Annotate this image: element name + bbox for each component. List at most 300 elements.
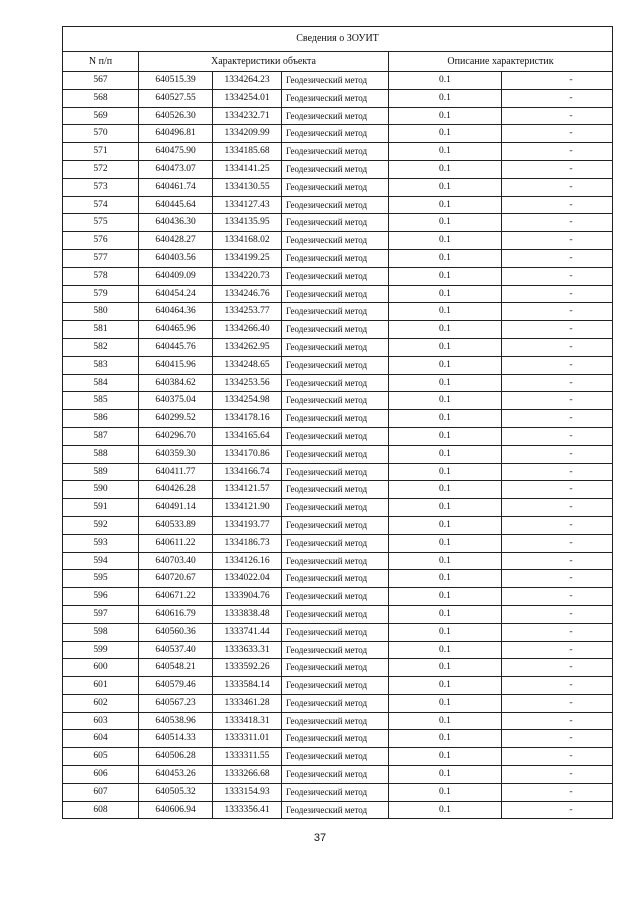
note-cell: - <box>502 427 613 445</box>
coord-y-cell: 1334193.77 <box>213 516 282 534</box>
coord-y-cell: 1333266.68 <box>213 766 282 784</box>
note-cell: - <box>502 267 613 285</box>
method-cell: Геодезический метод <box>282 641 389 659</box>
table-row <box>63 534 613 552</box>
accuracy-cell: 0.1 <box>389 712 502 730</box>
coord-x-cell: 640671.22 <box>139 588 213 606</box>
point-number-cell: 600 <box>63 659 139 677</box>
accuracy-cell: 0.1 <box>389 427 502 445</box>
note-cell: - <box>502 730 613 748</box>
accuracy-cell: 0.1 <box>389 516 502 534</box>
note-cell: - <box>502 338 613 356</box>
accuracy-cell: 0.1 <box>389 143 502 161</box>
method-cell: Геодезический метод <box>282 410 389 428</box>
coord-x-cell: 640473.07 <box>139 160 213 178</box>
coord-x-cell: 640359.30 <box>139 445 213 463</box>
note-cell: - <box>502 588 613 606</box>
header-num: N п/п <box>63 52 139 72</box>
method-cell: Геодезический метод <box>282 463 389 481</box>
point-number-cell: 585 <box>63 392 139 410</box>
method-cell: Геодезический метод <box>282 712 389 730</box>
coord-y-cell: 1334121.57 <box>213 481 282 499</box>
coord-x-cell: 640465.96 <box>139 321 213 339</box>
point-number-cell: 592 <box>63 516 139 534</box>
accuracy-cell: 0.1 <box>389 552 502 570</box>
coord-x-cell: 640403.56 <box>139 249 213 267</box>
accuracy-cell: 0.1 <box>389 730 502 748</box>
method-cell: Геодезический метод <box>282 499 389 517</box>
coord-y-cell: 1334246.76 <box>213 285 282 303</box>
method-cell: Геодезический метод <box>282 570 389 588</box>
coord-y-cell: 1334178.16 <box>213 410 282 428</box>
coord-x-cell: 640537.40 <box>139 641 213 659</box>
method-cell: Геодезический метод <box>282 516 389 534</box>
method-cell: Геодезический метод <box>282 623 389 641</box>
method-cell: Геодезический метод <box>282 178 389 196</box>
method-cell: Геодезический метод <box>282 445 389 463</box>
coord-x-cell: 640461.74 <box>139 178 213 196</box>
coord-y-cell: 1334170.86 <box>213 445 282 463</box>
accuracy-cell: 0.1 <box>389 801 502 819</box>
method-cell: Геодезический метод <box>282 748 389 766</box>
point-number-cell: 583 <box>63 356 139 374</box>
coord-x-cell: 640299.52 <box>139 410 213 428</box>
method-cell: Геодезический метод <box>282 285 389 303</box>
table-row <box>63 481 613 499</box>
coord-y-cell: 1333356.41 <box>213 801 282 819</box>
point-number-cell: 608 <box>63 801 139 819</box>
coord-x-cell: 640384.62 <box>139 374 213 392</box>
coord-x-cell: 640436.30 <box>139 214 213 232</box>
coord-x-cell: 640720.67 <box>139 570 213 588</box>
coord-x-cell: 640496.81 <box>139 125 213 143</box>
point-number-cell: 577 <box>63 249 139 267</box>
method-cell: Геодезический метод <box>282 232 389 250</box>
accuracy-cell: 0.1 <box>389 321 502 339</box>
method-cell: Геодезический метод <box>282 107 389 125</box>
coord-x-cell: 640611.22 <box>139 534 213 552</box>
coord-x-cell: 640703.40 <box>139 552 213 570</box>
accuracy-cell: 0.1 <box>389 481 502 499</box>
coord-y-cell: 1334126.16 <box>213 552 282 570</box>
point-number-cell: 572 <box>63 160 139 178</box>
note-cell: - <box>502 570 613 588</box>
accuracy-cell: 0.1 <box>389 160 502 178</box>
point-number-cell: 587 <box>63 427 139 445</box>
accuracy-cell: 0.1 <box>389 499 502 517</box>
point-number-cell: 596 <box>63 588 139 606</box>
coord-x-cell: 640579.46 <box>139 677 213 695</box>
point-number-cell: 575 <box>63 214 139 232</box>
point-number-cell: 581 <box>63 321 139 339</box>
coord-y-cell: 1333154.93 <box>213 783 282 801</box>
coord-y-cell: 1334209.99 <box>213 125 282 143</box>
method-cell: Геодезический метод <box>282 392 389 410</box>
point-number-cell: 602 <box>63 694 139 712</box>
coord-x-cell: 640538.96 <box>139 712 213 730</box>
table-row <box>63 783 613 801</box>
accuracy-cell: 0.1 <box>389 249 502 267</box>
table-row <box>63 178 613 196</box>
accuracy-cell: 0.1 <box>389 392 502 410</box>
accuracy-cell: 0.1 <box>389 303 502 321</box>
header-description: Описание характеристик <box>389 52 613 72</box>
table-row <box>63 588 613 606</box>
table-row <box>63 232 613 250</box>
accuracy-cell: 0.1 <box>389 463 502 481</box>
note-cell: - <box>502 107 613 125</box>
note-cell: - <box>502 712 613 730</box>
table-row <box>63 267 613 285</box>
coord-x-cell: 640548.21 <box>139 659 213 677</box>
accuracy-cell: 0.1 <box>389 694 502 712</box>
coord-y-cell: 1334253.56 <box>213 374 282 392</box>
table-row <box>63 730 613 748</box>
accuracy-cell: 0.1 <box>389 766 502 784</box>
coord-x-cell: 640533.89 <box>139 516 213 534</box>
table-row <box>63 499 613 517</box>
coord-y-cell: 1333741.44 <box>213 623 282 641</box>
coord-x-cell: 640428.27 <box>139 232 213 250</box>
accuracy-cell: 0.1 <box>389 196 502 214</box>
note-cell: - <box>502 766 613 784</box>
coord-y-cell: 1334232.71 <box>213 107 282 125</box>
coord-x-cell: 640453.26 <box>139 766 213 784</box>
coord-y-cell: 1334220.73 <box>213 267 282 285</box>
coord-y-cell: 1334165.64 <box>213 427 282 445</box>
accuracy-cell: 0.1 <box>389 338 502 356</box>
point-number-cell: 607 <box>63 783 139 801</box>
table-row <box>63 89 613 107</box>
point-number-cell: 591 <box>63 499 139 517</box>
note-cell: - <box>502 125 613 143</box>
point-number-cell: 569 <box>63 107 139 125</box>
note-cell: - <box>502 748 613 766</box>
note-cell: - <box>502 694 613 712</box>
note-cell: - <box>502 232 613 250</box>
note-cell: - <box>502 249 613 267</box>
accuracy-cell: 0.1 <box>389 285 502 303</box>
method-cell: Геодезический метод <box>282 605 389 623</box>
note-cell: - <box>502 196 613 214</box>
accuracy-cell: 0.1 <box>389 72 502 90</box>
accuracy-cell: 0.1 <box>389 641 502 659</box>
coord-y-cell: 1334264.23 <box>213 72 282 90</box>
point-number-cell: 606 <box>63 766 139 784</box>
point-number-cell: 598 <box>63 623 139 641</box>
table-row <box>63 748 613 766</box>
coord-x-cell: 640567.23 <box>139 694 213 712</box>
method-cell: Геодезический метод <box>282 766 389 784</box>
note-cell: - <box>502 783 613 801</box>
note-cell: - <box>502 285 613 303</box>
coord-y-cell: 1333904.76 <box>213 588 282 606</box>
point-number-cell: 573 <box>63 178 139 196</box>
note-cell: - <box>502 659 613 677</box>
accuracy-cell: 0.1 <box>389 534 502 552</box>
coord-y-cell: 1333311.01 <box>213 730 282 748</box>
note-cell: - <box>502 801 613 819</box>
table-row <box>63 427 613 445</box>
accuracy-cell: 0.1 <box>389 89 502 107</box>
accuracy-cell: 0.1 <box>389 748 502 766</box>
coord-y-cell: 1334266.40 <box>213 321 282 339</box>
coord-x-cell: 640411.77 <box>139 463 213 481</box>
zouit-table <box>62 26 613 819</box>
point-number-cell: 576 <box>63 232 139 250</box>
point-number-cell: 586 <box>63 410 139 428</box>
coord-x-cell: 640445.76 <box>139 338 213 356</box>
coord-y-cell: 1333584.14 <box>213 677 282 695</box>
coord-x-cell: 640464.36 <box>139 303 213 321</box>
table-row <box>63 143 613 161</box>
method-cell: Геодезический метод <box>282 125 389 143</box>
note-cell: - <box>502 516 613 534</box>
coord-x-cell: 640505.32 <box>139 783 213 801</box>
point-number-cell: 588 <box>63 445 139 463</box>
coord-y-cell: 1334254.98 <box>213 392 282 410</box>
coord-y-cell: 1333311.55 <box>213 748 282 766</box>
point-number-cell: 597 <box>63 605 139 623</box>
method-cell: Геодезический метод <box>282 303 389 321</box>
table-row <box>63 285 613 303</box>
note-cell: - <box>502 321 613 339</box>
method-cell: Геодезический метод <box>282 534 389 552</box>
accuracy-cell: 0.1 <box>389 445 502 463</box>
table-row <box>63 196 613 214</box>
coord-y-cell: 1334186.73 <box>213 534 282 552</box>
coord-y-cell: 1334022.04 <box>213 570 282 588</box>
coord-y-cell: 1334185.68 <box>213 143 282 161</box>
coord-y-cell: 1334199.25 <box>213 249 282 267</box>
method-cell: Геодезический метод <box>282 338 389 356</box>
coord-y-cell: 1334121.90 <box>213 499 282 517</box>
method-cell: Геодезический метод <box>282 196 389 214</box>
method-cell: Геодезический метод <box>282 214 389 232</box>
coord-y-cell: 1334254.01 <box>213 89 282 107</box>
coord-y-cell: 1334262.95 <box>213 338 282 356</box>
document-page <box>62 26 612 819</box>
table-row <box>63 623 613 641</box>
table-row <box>63 694 613 712</box>
point-number-cell: 568 <box>63 89 139 107</box>
method-cell: Геодезический метод <box>282 374 389 392</box>
method-cell: Геодезический метод <box>282 588 389 606</box>
method-cell: Геодезический метод <box>282 677 389 695</box>
note-cell: - <box>502 641 613 659</box>
table-row <box>63 160 613 178</box>
table-row <box>63 107 613 125</box>
note-cell: - <box>502 392 613 410</box>
coord-x-cell: 640475.90 <box>139 143 213 161</box>
table-row <box>63 410 613 428</box>
coord-y-cell: 1334166.74 <box>213 463 282 481</box>
table-row <box>63 338 613 356</box>
point-number-cell: 589 <box>63 463 139 481</box>
point-number-cell: 570 <box>63 125 139 143</box>
coord-y-cell: 1334141.25 <box>213 160 282 178</box>
method-cell: Геодезический метод <box>282 730 389 748</box>
coord-x-cell: 640426.28 <box>139 481 213 499</box>
table-row <box>63 677 613 695</box>
note-cell: - <box>502 552 613 570</box>
method-cell: Геодезический метод <box>282 801 389 819</box>
point-number-cell: 604 <box>63 730 139 748</box>
note-cell: - <box>502 677 613 695</box>
note-cell: - <box>502 303 613 321</box>
accuracy-cell: 0.1 <box>389 410 502 428</box>
table-row <box>63 463 613 481</box>
table-row <box>63 72 613 90</box>
table-row <box>63 659 613 677</box>
note-cell: - <box>502 605 613 623</box>
accuracy-cell: 0.1 <box>389 570 502 588</box>
accuracy-cell: 0.1 <box>389 107 502 125</box>
coord-x-cell: 640515.39 <box>139 72 213 90</box>
note-cell: - <box>502 463 613 481</box>
table-row <box>63 641 613 659</box>
accuracy-cell: 0.1 <box>389 178 502 196</box>
coord-y-cell: 1334248.65 <box>213 356 282 374</box>
point-number-cell: 593 <box>63 534 139 552</box>
method-cell: Геодезический метод <box>282 481 389 499</box>
accuracy-cell: 0.1 <box>389 783 502 801</box>
table-row <box>63 321 613 339</box>
point-number-cell: 603 <box>63 712 139 730</box>
point-number-cell: 605 <box>63 748 139 766</box>
table-row <box>63 766 613 784</box>
note-cell: - <box>502 623 613 641</box>
coord-y-cell: 1334253.77 <box>213 303 282 321</box>
table-title: Сведения о ЗОУИТ <box>63 27 613 52</box>
accuracy-cell: 0.1 <box>389 588 502 606</box>
table-row <box>63 552 613 570</box>
table-row <box>63 516 613 534</box>
method-cell: Геодезический метод <box>282 427 389 445</box>
table-body <box>63 72 613 819</box>
coord-y-cell: 1334168.02 <box>213 232 282 250</box>
note-cell: - <box>502 356 613 374</box>
point-number-cell: 594 <box>63 552 139 570</box>
table-row <box>63 801 613 819</box>
method-cell: Геодезический метод <box>282 321 389 339</box>
accuracy-cell: 0.1 <box>389 214 502 232</box>
accuracy-cell: 0.1 <box>389 356 502 374</box>
point-number-cell: 571 <box>63 143 139 161</box>
accuracy-cell: 0.1 <box>389 605 502 623</box>
accuracy-cell: 0.1 <box>389 623 502 641</box>
point-number-cell: 595 <box>63 570 139 588</box>
table-row <box>63 214 613 232</box>
point-number-cell: 601 <box>63 677 139 695</box>
accuracy-cell: 0.1 <box>389 125 502 143</box>
page-number: 37 <box>313 832 327 844</box>
note-cell: - <box>502 214 613 232</box>
coord-x-cell: 640560.36 <box>139 623 213 641</box>
point-number-cell: 580 <box>63 303 139 321</box>
coord-x-cell: 640454.24 <box>139 285 213 303</box>
method-cell: Геодезический метод <box>282 356 389 374</box>
point-number-cell: 578 <box>63 267 139 285</box>
coord-x-cell: 640527.55 <box>139 89 213 107</box>
coord-x-cell: 640296.70 <box>139 427 213 445</box>
header-characteristics: Характеристики объекта <box>139 52 389 72</box>
method-cell: Геодезический метод <box>282 160 389 178</box>
note-cell: - <box>502 143 613 161</box>
accuracy-cell: 0.1 <box>389 659 502 677</box>
coord-x-cell: 640415.96 <box>139 356 213 374</box>
method-cell: Геодезический метод <box>282 267 389 285</box>
table-row <box>63 374 613 392</box>
note-cell: - <box>502 178 613 196</box>
coord-y-cell: 1334127.43 <box>213 196 282 214</box>
method-cell: Геодезический метод <box>282 249 389 267</box>
note-cell: - <box>502 499 613 517</box>
table-row <box>63 445 613 463</box>
method-cell: Геодезический метод <box>282 783 389 801</box>
point-number-cell: 582 <box>63 338 139 356</box>
coord-y-cell: 1333592.26 <box>213 659 282 677</box>
table-row <box>63 249 613 267</box>
table-row <box>63 605 613 623</box>
method-cell: Геодезический метод <box>282 552 389 570</box>
point-number-cell: 584 <box>63 374 139 392</box>
method-cell: Геодезический метод <box>282 143 389 161</box>
table-row <box>63 303 613 321</box>
coord-y-cell: 1333418.31 <box>213 712 282 730</box>
accuracy-cell: 0.1 <box>389 677 502 695</box>
note-cell: - <box>502 410 613 428</box>
method-cell: Геодезический метод <box>282 89 389 107</box>
point-number-cell: 590 <box>63 481 139 499</box>
note-cell: - <box>502 534 613 552</box>
note-cell: - <box>502 89 613 107</box>
method-cell: Геодезический метод <box>282 72 389 90</box>
coord-y-cell: 1334135.95 <box>213 214 282 232</box>
point-number-cell: 599 <box>63 641 139 659</box>
point-number-cell: 579 <box>63 285 139 303</box>
coord-y-cell: 1333633.31 <box>213 641 282 659</box>
coord-x-cell: 640409.09 <box>139 267 213 285</box>
coord-x-cell: 640506.28 <box>139 748 213 766</box>
note-cell: - <box>502 160 613 178</box>
coord-y-cell: 1334130.55 <box>213 178 282 196</box>
table-row <box>63 356 613 374</box>
table-row <box>63 712 613 730</box>
method-cell: Геодезический метод <box>282 694 389 712</box>
coord-x-cell: 640445.64 <box>139 196 213 214</box>
coord-x-cell: 640526.30 <box>139 107 213 125</box>
note-cell: - <box>502 72 613 90</box>
note-cell: - <box>502 374 613 392</box>
method-cell: Геодезический метод <box>282 659 389 677</box>
table-row <box>63 392 613 410</box>
table-row <box>63 125 613 143</box>
coord-x-cell: 640514.33 <box>139 730 213 748</box>
coord-x-cell: 640491.14 <box>139 499 213 517</box>
accuracy-cell: 0.1 <box>389 374 502 392</box>
point-number-cell: 574 <box>63 196 139 214</box>
note-cell: - <box>502 445 613 463</box>
coord-x-cell: 640375.04 <box>139 392 213 410</box>
coord-x-cell: 640606.94 <box>139 801 213 819</box>
table-row <box>63 570 613 588</box>
note-cell: - <box>502 481 613 499</box>
coord-y-cell: 1333838.48 <box>213 605 282 623</box>
accuracy-cell: 0.1 <box>389 267 502 285</box>
accuracy-cell: 0.1 <box>389 232 502 250</box>
coord-x-cell: 640616.79 <box>139 605 213 623</box>
